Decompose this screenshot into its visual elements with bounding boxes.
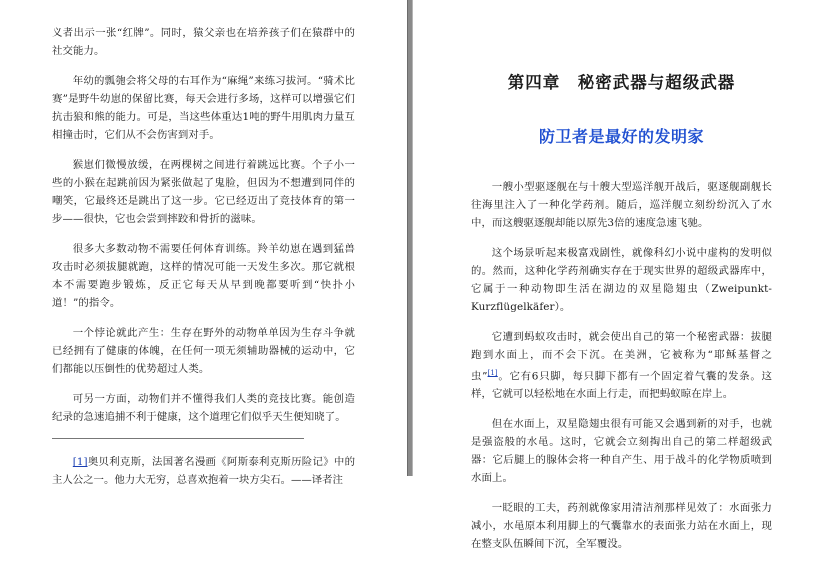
left-page-text [52, 24, 355, 489]
right-paragraph-3-start: 它遭到蚂蚁攻击时，就会使出自己的第一个秘密武器：拔腿跑到水面上，而不会下沉。在美洲，它被称为“耶稣基督之虫” [471, 331, 772, 383]
right-paragraph-3 [471, 328, 772, 403]
footnote-text: 奥贝利克斯，法国著名漫画《阿斯泰利克斯历险记》中的主人公之一。他力大无穷，总喜欢抱着一块方尖石。——译者注 [52, 456, 355, 486]
footnote-link[interactable]: [1] [487, 369, 498, 377]
footnote [52, 453, 355, 489]
right-paragraph-5: 一眨眼的工夫，药剂就像家用清洁剂那样见效了：水面张力减小，水黾原本利用脚上的气囊靠水的表面张力站在水面上，现在整支队伍瞬间下沉，全军覆没。 [471, 502, 772, 551]
left-paragraph-1: 义者出示一张“红牌”。同时，猿父亲也在培养孩子们在猿群中的社交能力。 [52, 27, 355, 57]
right-paragraph-2: 这个场景听起来极富戏剧性，就像科幻小说中虚构的发明似的。然而，这种化学药剂确实存在于现实世界的超级武器库中，它属于一种动物即生活在湖边的双星隐翅虫（Zweipunkt-Kurzflügelkäfer）。 [471, 247, 772, 313]
right-paragraph-3-end: 。它有6只脚，每只脚下都有一个固定着气囊的发条。这样，它就可以轻松地在水面上行走，而把蚂蚁晾在岸上。 [471, 370, 773, 401]
left-paragraph-4: 很多大多数动物不需要任何体育训练。羚羊幼崽在遇到猛兽攻击时必须拔腿就跑，这样的情况可能一天发生多次。那它就根本不需要跑步锻炼，反正它每天从早到晚都要听到“快扑小道！”的指令。 [52, 243, 355, 309]
left-paragraph-2: 年幼的瓢匏会将父母的右耳作为“麻绳”来练习拔河。“骑术比赛”是野牛幼崽的保留比赛，每天会进行多场，这样可以增强它们抗击狼和熊的能力。可是，当这些体重达1吨的野牛用肌肉力量互相撞击时，它们从不会伤害到对手。 [52, 75, 355, 141]
footnote-backlink[interactable]: [1] [72, 456, 88, 468]
right-paragraph-4: 但在水面上，双星隐翅虫很有可能又会遇到新的对手，也就是强盗般的水黾。这时，它就会立刻掏出自己的第二样超级武器：它后腿上的腺体会将一种自产生、用于战斗的化学物质喷到水面上。 [471, 418, 772, 485]
right-page-text [471, 24, 772, 565]
right-paragraph-1: 一艘小型驱逐舰在与十艘大型巡洋舰开战后，驱逐舰副舰长往海里注入了一种化学药剂。随后，巡洋舰立刻纷纷沉入了水中，而这艘驱逐舰却能以原先3倍的速度急速飞驰。 [471, 181, 772, 229]
right-page [413, 0, 820, 551]
chapter-title: 第四章 秘密武器与超级武器 [507, 73, 736, 92]
section-title: 防卫者是最好的发明家 [538, 127, 704, 146]
left-paragraph-5: 一个悖论就此产生：生存在野外的动物单单因为生存斗争就已经拥有了健康的体魄，在任何一项无须辅助器械的运动中，它们都能以压倒性的优势超过人类。 [52, 327, 355, 375]
left-paragraph-6: 可另一方面，动物们并不懂得我们人类的竞技比赛。能创造纪录的急速追捕不利于健康，这个道理它们似乎天生便知晓了。 [52, 393, 355, 423]
left-paragraph-3: 猴崽们微慢放缓，在两棵树之间进行着跳远比赛。个子小一些的小猴在起跳前因为紧张做起了鬼脸，但因为不想遭到同伴的嘲笑，它最终还是跳出了这一步。它已经迈出了竞技体育的第一步——很快，它也会尝到摔跤和骨折的滋味。 [52, 159, 355, 225]
left-page [0, 0, 407, 486]
footnote-divider [52, 438, 304, 439]
